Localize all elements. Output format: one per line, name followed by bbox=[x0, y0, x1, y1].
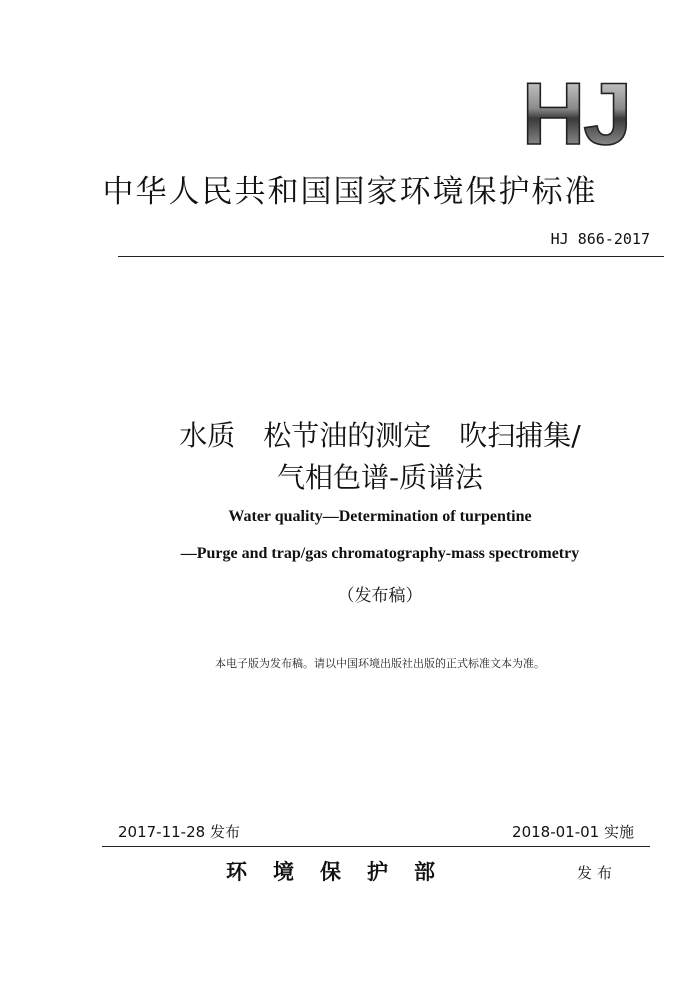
hj-logo bbox=[512, 74, 640, 148]
title-cn-line2: 气相色谱-质谱法 bbox=[276, 461, 484, 494]
agency-title: 中华人民共和国国家环境保护标准 bbox=[102, 174, 598, 210]
title-en-line2: —Purge and trap/gas chromatography-mass spectrometry bbox=[180, 545, 580, 562]
issue-date: 2017-11-28 发布 bbox=[118, 823, 240, 841]
footer-divider bbox=[102, 846, 650, 847]
publish-label: 发布 bbox=[577, 864, 618, 882]
draft-label: （发布稿） bbox=[337, 586, 423, 606]
logo-text: HJ bbox=[521, 74, 631, 148]
effective-date: 2018-01-01 实施 bbox=[512, 823, 634, 841]
title-cn-line1: 水质 松节油的测定 吹扫捕集/ bbox=[179, 419, 581, 452]
header-divider bbox=[118, 256, 664, 257]
title-en-line1: Water quality—Determination of turpentine bbox=[228, 508, 532, 525]
ministry-name: 环境保护部 bbox=[226, 859, 461, 884]
standard-code: HJ 866-2017 bbox=[550, 230, 650, 248]
notice-text: 本电子版为发布稿。请以中国环境出版社出版的正式标准文本为准。 bbox=[215, 657, 545, 670]
